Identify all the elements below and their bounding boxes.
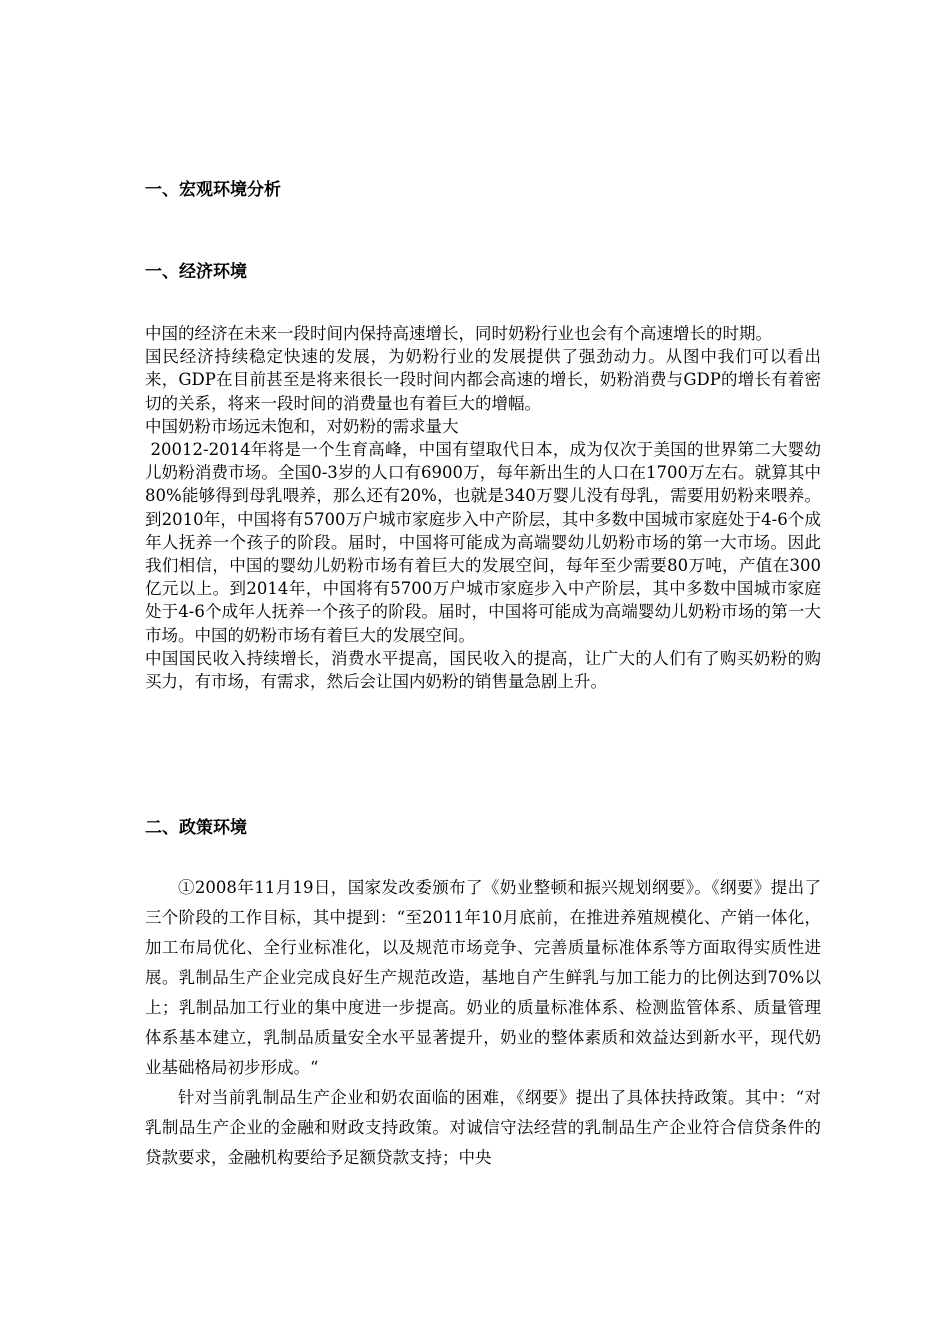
economy-paragraph: 20012-2014年将是一个生育高峰，中国有望取代日本，成为仅次于美国的世界第二大婴幼儿奶粉消费市场。全国0-3岁的人口有6900万，每年新出生的人口在1700万左右。就算其中80%能够得到母乳喂养，那么还有20%，也就是340万婴儿没有母乳，需要用奶粉来喂养。到2010年，中国将有5700万户城市家庭步入中产阶层，其中多数中国城市家庭处于4-6个成年人抚养一个孩子的阶段。届时，中国将可能成为高端婴幼儿奶粉市场的第一大市场。因此我们相信，中国的婴幼儿奶粉市场有着巨大的发展空间，每年至少需要80万吨，产值在300亿元以上。到2014年，中国将有5700万户城市家庭步入中产阶层，其中多数中国城市家庭处于4-6个成年人抚养一个孩子的阶段。届时，中国将可能成为高端婴幼儿奶粉市场的第一大市场。中国的奶粉市场有着巨大的发展空间。 (145, 440, 821, 645)
heading-economic-environment: 一、经济环境 (145, 262, 247, 282)
heading-policy-environment: 二、政策环境 (145, 818, 247, 838)
economic-section (145, 322, 821, 693)
economy-paragraph: 国民经济持续稳定快速的发展，为奶粉行业的发展提供了强劲动力。从图中我们可以看出来，GDP在目前甚至是将来很长一段时间内都会高速的增长，奶粉消费与GDP的增长有着密切的关系，将来一段时间的消费量也有着巨大的增幅。 (145, 347, 821, 413)
policy-section (145, 873, 821, 1173)
heading-macro-environment: 一、宏观环境分析 (145, 180, 281, 200)
economy-paragraph: 中国国民收入持续增长，消费水平提高，国民收入的提高，让广大的人们有了购买奶粉的购买力，有市场，有需求，然后会让国内奶粉的销售量急剧上升。 (145, 648, 821, 692)
policy-paragraph: 针对当前乳制品生产企业和奶农面临的困难，《纲要》提出了具体扶持政策。其中：“对乳制品生产企业的金融和财政支持政策。对诚信守法经营的乳制品生产企业符合信贷条件的贷款要求，金融机构要给予足额贷款支持；中央 (145, 1088, 821, 1167)
economy-paragraph: 中国奶粉市场远未饱和，对奶粉的需求量大 (145, 416, 459, 436)
economy-paragraph: 中国的经济在未来一段时间内保持高速增长，同时奶粉行业也会有个高速增长的时期。 (145, 324, 772, 343)
policy-paragraph: ①2008年11月19日，国家发改委颁布了《奶业整顿和振兴规划纲要》。《纲要》提出了三个阶段的工作目标，其中提到：“至2011年10月底前，在推进养殖规模化、产销一体化，加工布局优化、全行业标准化，以及规范市场竞争、完善质量标准体系等方面取得实质性进展。乳制品生产企业完成良好生产规范改造，基地自产生鲜乳与加工能力的比例达到70%以上；乳制品加工行业的集中度进一步提高。奶业的质量标准体系、检测监管体系、质量管理体系基本建立，乳制品质量安全水平显著提升，奶业的整体素质和效益达到新水平，现代奶业基础格局初步形成。“ (145, 878, 821, 1077)
